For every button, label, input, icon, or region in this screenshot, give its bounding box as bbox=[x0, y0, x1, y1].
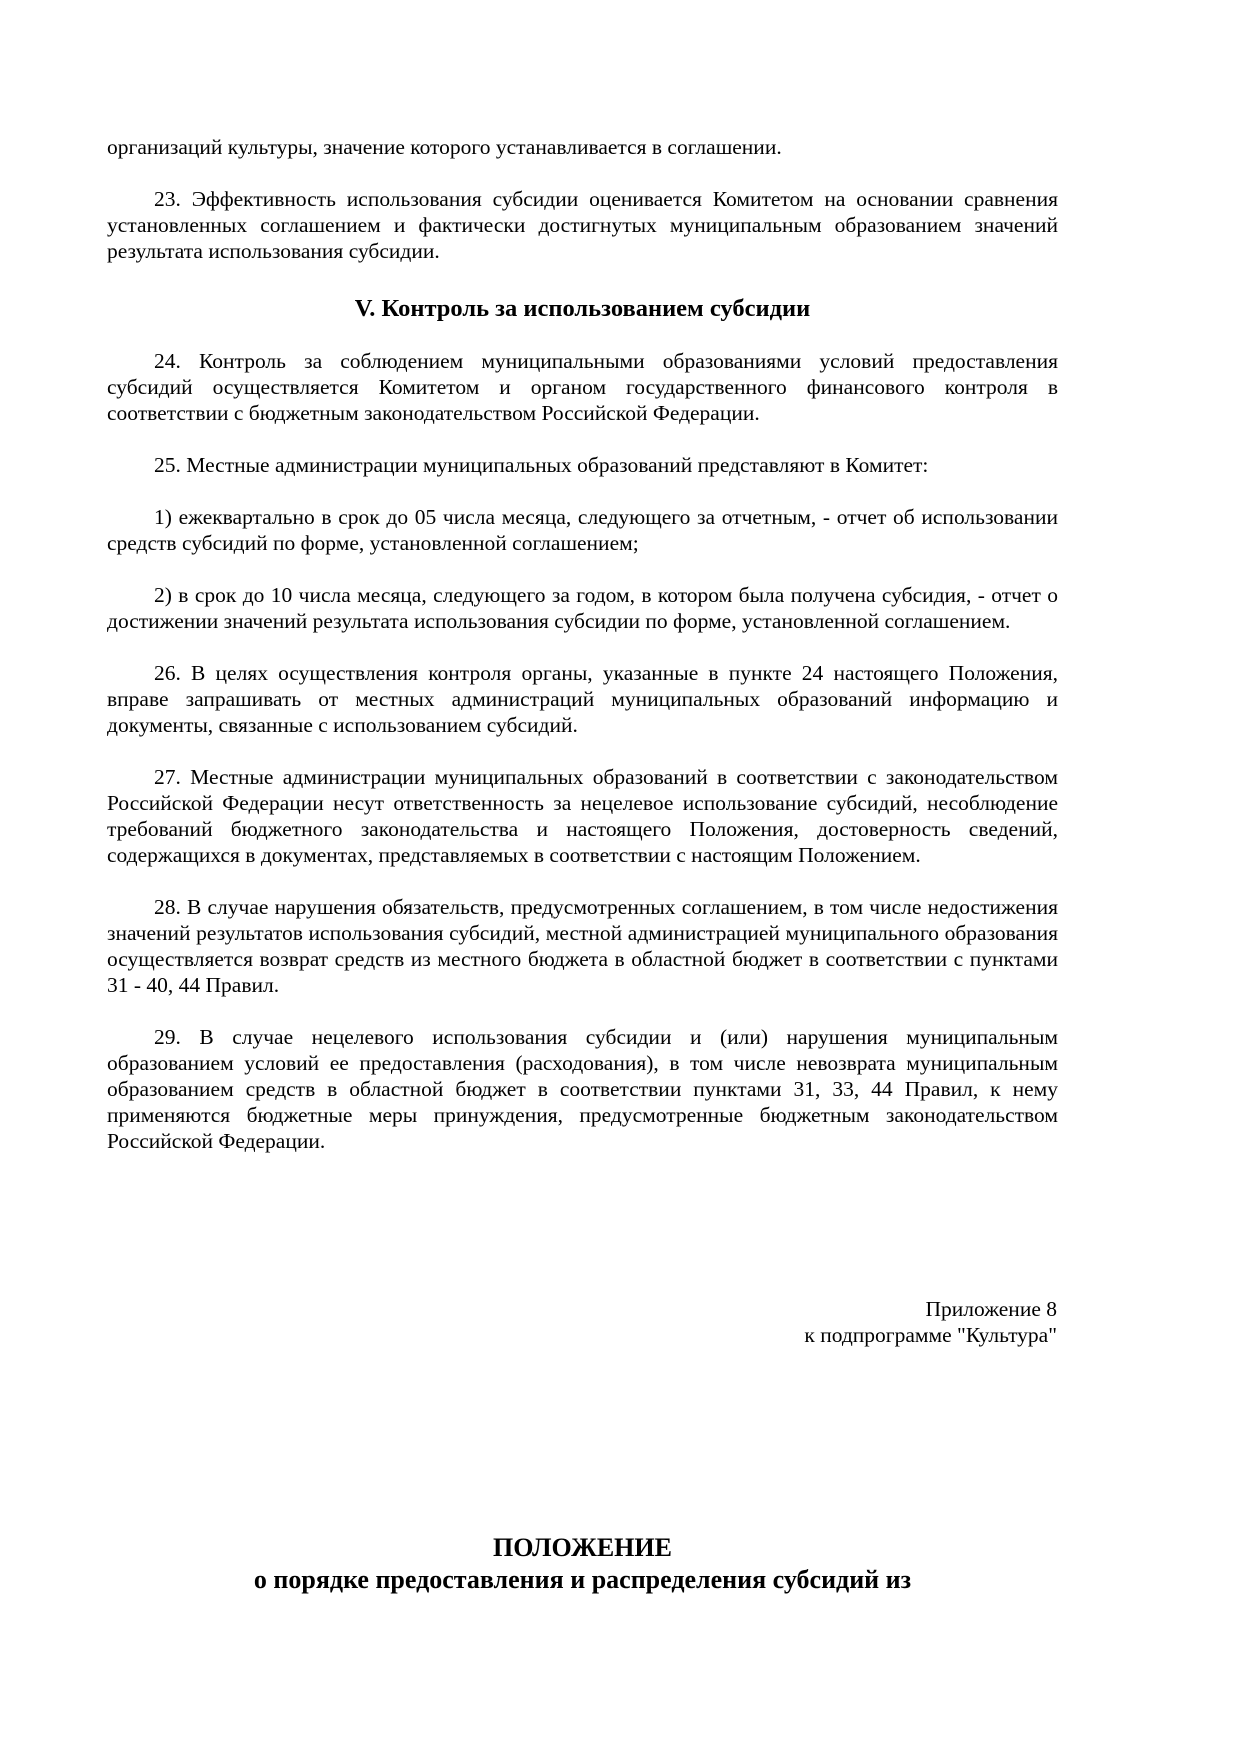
spacer bbox=[107, 478, 1058, 504]
appendix-reference: к подпрограмме "Культура" bbox=[804, 1323, 1057, 1347]
paragraph-27: 27. Местные администрации муниципальных образований в соответствии с законодательством Российской Федерации несут ответственность за нецелевое использование субсидий, несоблюдение требований бюджетного законодательства и настоящего Положения, достоверность сведений, содержащихся в документах, представляемых в соответствии с настоящим Положением. bbox=[107, 765, 1058, 867]
paragraph-26: 26. В целях осуществления контроля органы, указанные в пункте 24 настоящего Положения, вправе запрашивать от местных администраций муниципальных образований информацию и документы, связанные с использованием субсидий. bbox=[107, 661, 1058, 737]
spacer bbox=[107, 556, 1058, 582]
paragraph-23: 23. Эффективность использования субсидии оценивается Комитетом на основании сравнения установленных соглашением и фактически достигнутых муниципальным образованием значений результата использования субсидии. bbox=[107, 187, 1058, 263]
next-document-heading bbox=[107, 1532, 1058, 1596]
spacer bbox=[107, 634, 1058, 660]
spacer bbox=[107, 738, 1058, 764]
spacer bbox=[107, 998, 1058, 1024]
spacer bbox=[107, 264, 1058, 294]
appendix-label bbox=[457, 1296, 1057, 1348]
paragraph-25-item-1: 1) ежеквартально в срок до 05 числа месяца, следующего за отчетным, - отчет об использовании средств субсидий по форме, установленной соглашением; bbox=[107, 505, 1058, 555]
paragraph-28: 28. В случае нарушения обязательств, предусмотренных соглашением, в том числе недостижения значений результатов использования субсидий, местной администрацией муниципального образования осуществляется возврат средств из местного бюджета в областной бюджет в соответствии с пунктами 31 - 40, 44 Правил. bbox=[107, 895, 1058, 997]
paragraph-25: 25. Местные администрации муниципальных образований представляют в Комитет: bbox=[154, 453, 929, 477]
section-title: V. Контроль за использованием субсидии bbox=[354, 295, 811, 322]
paragraph-29: 29. В случае нецелевого использования субсидии и (или) нарушения муниципальным образованием условий ее предоставления (расходования), в том числе невозврата муниципальным образованием средств в областной бюджет в соответствии пунктами 31, 33, 44 Правил, к нему применяются бюджетные меры принуждения, предусмотренные бюджетным законодательством Российской Федерации. bbox=[107, 1025, 1058, 1153]
document-page bbox=[107, 134, 1058, 1154]
document-title: ПОЛОЖЕНИЕ bbox=[493, 1533, 672, 1562]
document-subtitle: о порядке предоставления и распределения субсидий из bbox=[253, 1565, 912, 1594]
paragraph-24: 24. Контроль за соблюдением муниципальными образованиями условий предоставления субсидий осуществляется Комитетом и органом государственного финансового контроля в соответствии с бюджетным законодательством Российской Федерации. bbox=[107, 349, 1058, 425]
spacer bbox=[107, 324, 1058, 348]
paragraph-25-item-2: 2) в срок до 10 числа месяца, следующего за годом, в котором была получена субсидия, - отчет о достижении значений результата использования субсидии по форме, установленной соглашением. bbox=[107, 583, 1058, 633]
appendix-number: Приложение 8 bbox=[925, 1297, 1057, 1321]
spacer bbox=[107, 868, 1058, 894]
spacer bbox=[107, 160, 1058, 186]
spacer bbox=[107, 426, 1058, 452]
continuation-paragraph: организаций культуры, значение которого устанавливается в соглашении. bbox=[107, 135, 782, 159]
